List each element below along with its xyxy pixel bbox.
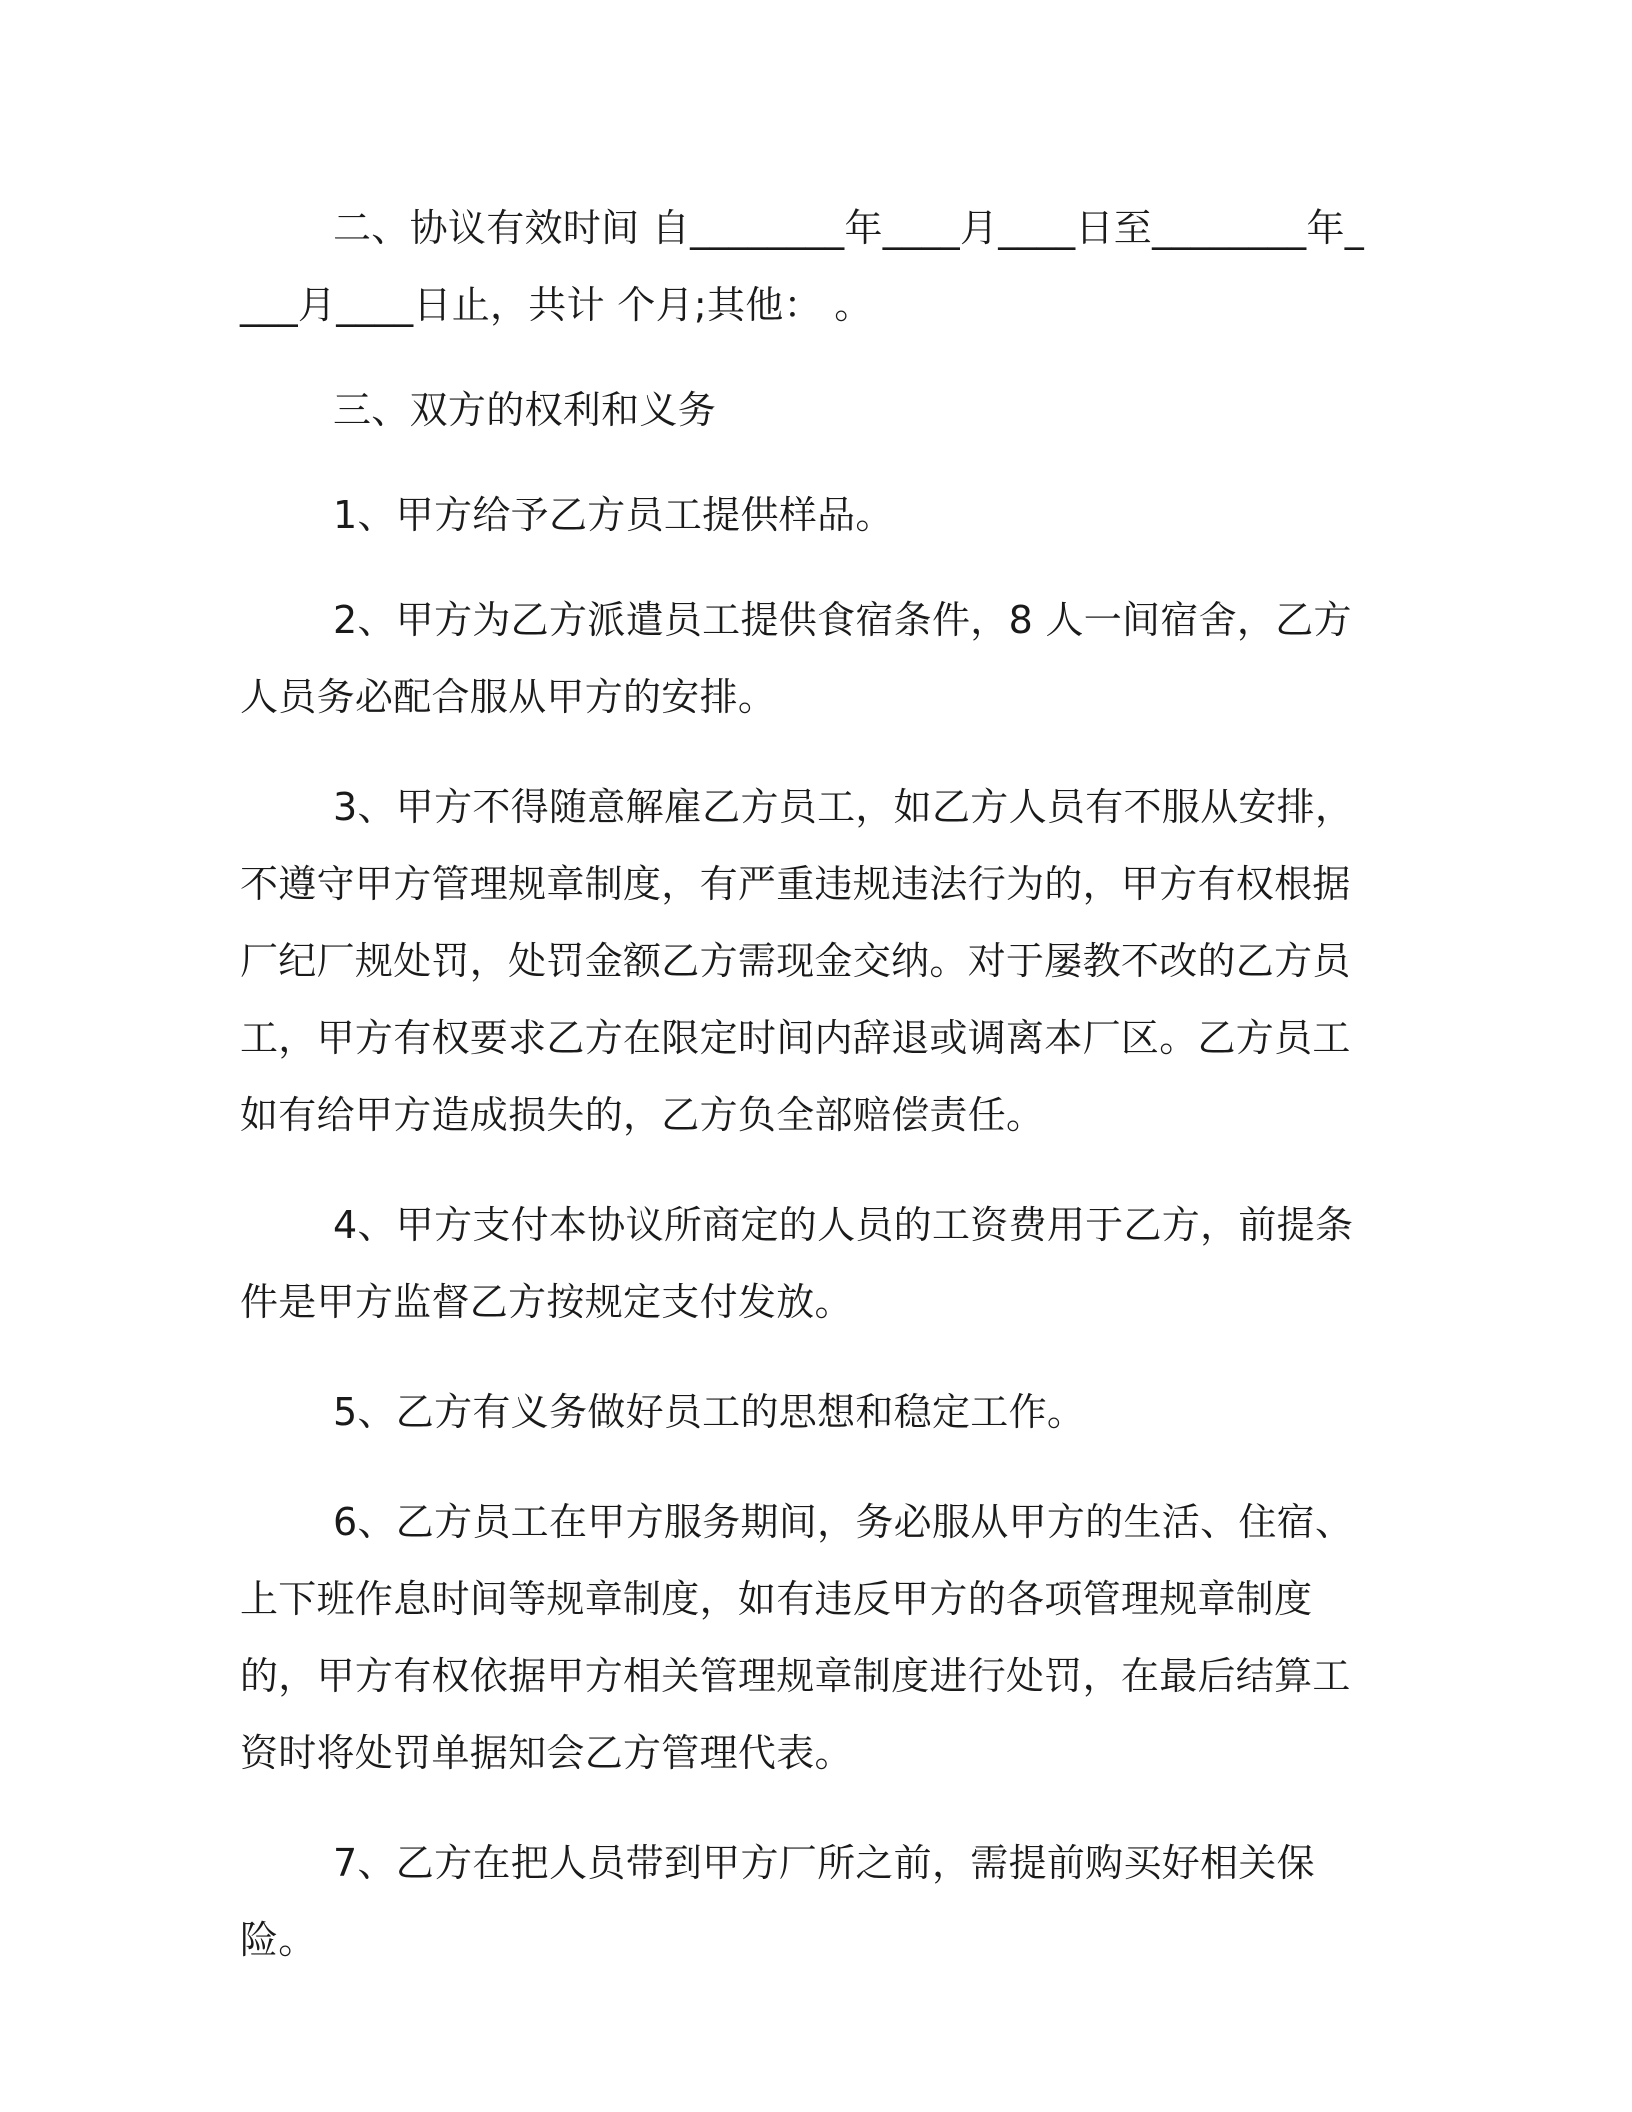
- clause-3: 3、甲方不得随意解雇乙方员工，如乙方人员有不服从安排，不遵守甲方管理规章制度，有严重违规违法行为的，甲方有权根据厂纪厂规处罚，处罚金额乙方需现金交纳。对于屡教不改的乙方员工，甲方有权要求乙方在限定时间内辞退或调离本厂区。乙方员工如有给甲方造成损失的，乙方负全部赔偿责任。: [240, 785, 1354, 1137]
- clause-1: 1、甲方给予乙方员工提供样品。: [333, 493, 894, 537]
- document-page: [240, 190, 1365, 1979]
- clause-5: 5、乙方有义务做好员工的思想和稳定工作。: [333, 1390, 1086, 1434]
- paragraph-agreement-period: 二、协议有效时间 自________年____月____日至________年____月____日止，共计 个月;其他： 。: [240, 206, 1365, 327]
- clause-4: 4、甲方支付本协议所商定的人员的工资费用于乙方，前提条件是甲方监督乙方按规定支付发放。: [240, 1203, 1354, 1324]
- clause-2: 2、甲方为乙方派遣员工提供食宿条件，8 人一间宿舍，乙方人员务必配合服从甲方的安排。: [240, 598, 1352, 719]
- section-heading-rights-obligations: 三、双方的权利和义务: [333, 388, 717, 432]
- clause-6: 6、乙方员工在甲方服务期间，务必服从甲方的生活、住宿、上下班作息时间等规章制度，如有违反甲方的各项管理规章制度的，甲方有权依据甲方相关管理规章制度进行处罚，在最后结算工资时将处罚单据知会乙方管理代表。: [240, 1500, 1354, 1775]
- clause-7: 7、乙方在把人员带到甲方厂所之前，需提前购买好相关保险。: [240, 1841, 1315, 1962]
